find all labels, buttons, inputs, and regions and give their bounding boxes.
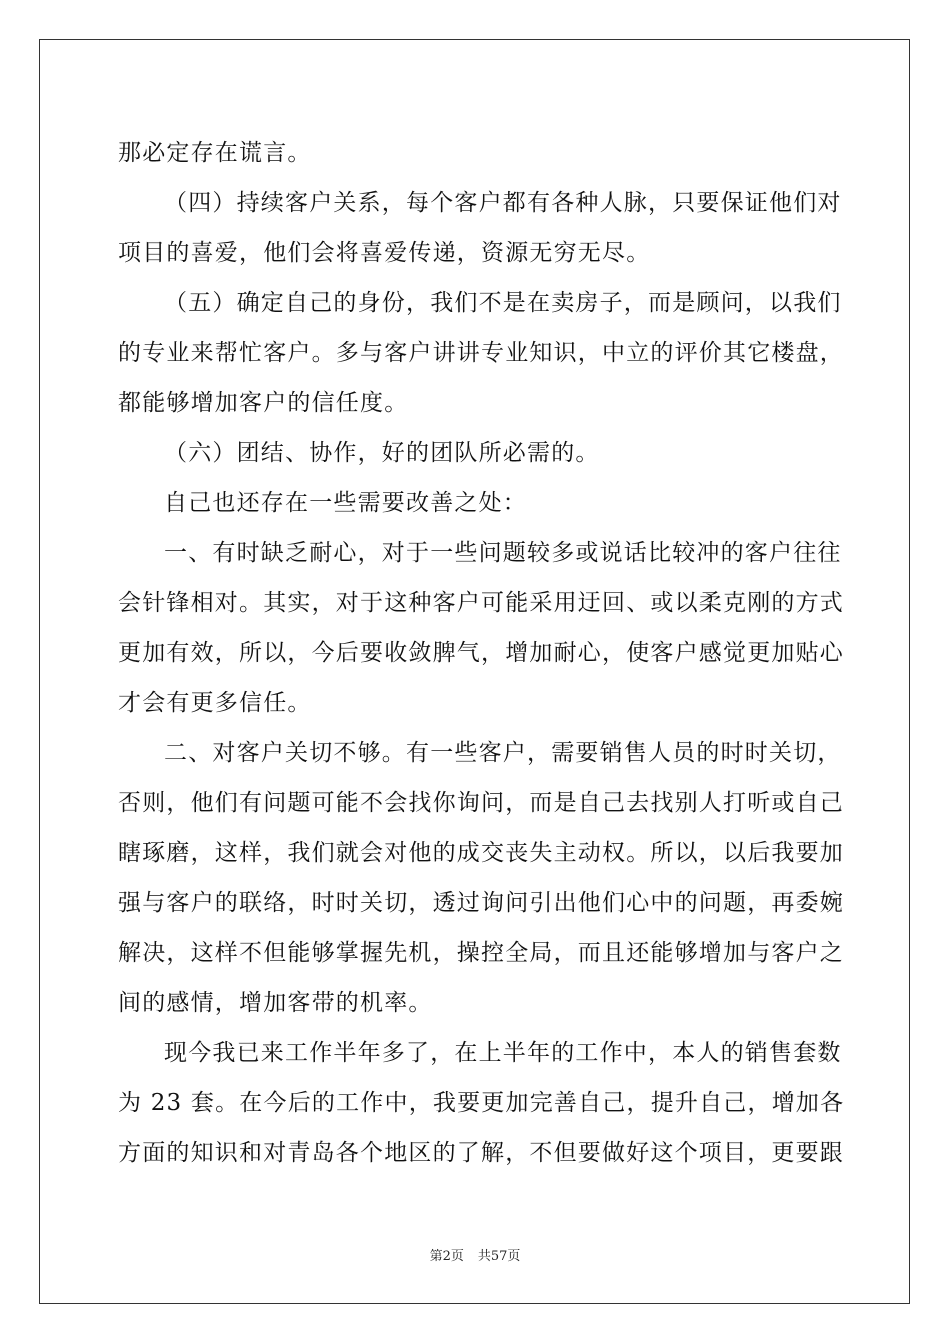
text-line: 一、有时缺乏耐心，对于一些问题较多或说话比较冲的客户往往	[164, 540, 842, 566]
text-line: 才会有更多信任。	[118, 690, 312, 716]
text-line: （四）持续客户关系，每个客户都有各种人脉，只要保证他们对	[164, 190, 842, 216]
text-line: 方面的知识和对青岛各个地区的了解，不但要做好这个项目，更要跟	[118, 1140, 844, 1166]
text-line: 都能够增加客户的信任度。	[118, 390, 409, 416]
text-line: 解决，这样不但能够掌握先机，操控全局，而且还能够增加与客户之	[118, 940, 844, 966]
page-number: 第2页	[429, 1249, 464, 1264]
text-line: （六）团结、协作，好的团队所必需的。	[164, 440, 600, 466]
text-line: 为 23 套。在今后的工作中，我要更加完善自己，提升自己，增加各	[118, 1090, 845, 1116]
text-line: （五）确定自己的身份，我们不是在卖房子，而是顾问，以我们	[164, 290, 842, 316]
text-line: 二、对客户关切不够。有一些客户，需要销售人员的时时关切，	[164, 740, 842, 766]
page-footer	[0, 1245, 950, 1264]
text-line: 项目的喜爱，他们会将喜爱传递，资源无穷无尽。	[118, 240, 651, 266]
text-line: 现今我已来工作半年多了，在上半年的工作中，本人的销售套数	[164, 1040, 842, 1066]
text-line: 会针锋相对。其实，对于这种客户可能采用迂回、或以柔克刚的方式	[118, 590, 844, 616]
document-body	[118, 128, 845, 1178]
text-line: 否则，他们有问题可能不会找你询问，而是自己去找别人打听或自己	[118, 790, 844, 816]
text-line: 自己也还存在一些需要改善之处：	[164, 490, 527, 516]
text-line: 更加有效，所以，今后要收敛脾气，增加耐心，使客户感觉更加贴心	[118, 640, 844, 666]
text-line: 瞎琢磨，这样，我们就会对他的成交丧失主动权。所以，以后我要加	[118, 840, 844, 866]
text-line: 的专业来帮忙客户。多与客户讲讲专业知识，中立的评价其它楼盘，	[118, 340, 844, 366]
text-line: 间的感情，增加客带的机率。	[118, 990, 433, 1016]
page-total: 共57页	[477, 1249, 521, 1264]
text-line: 那必定存在谎言。	[118, 140, 312, 166]
text-line: 强与客户的联络，时时关切，透过询问引出他们心中的问题，再委婉	[118, 890, 844, 916]
